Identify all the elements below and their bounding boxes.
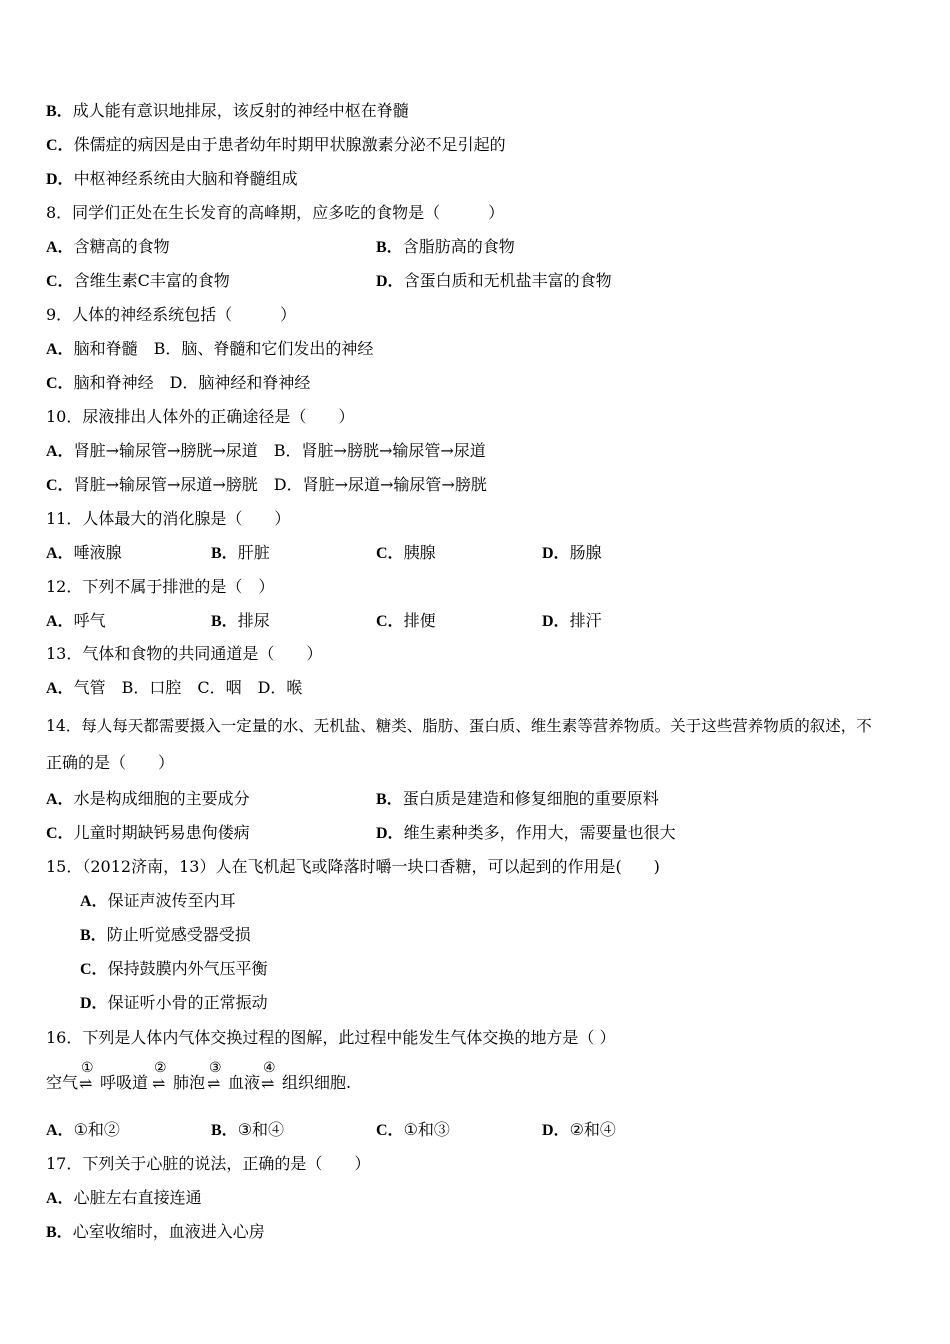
term-airway: 呼吸道	[100, 1073, 149, 1092]
q9-stem: 9．人体的神经系统包括（ ）	[46, 305, 297, 324]
q12-option-c: C．排便	[376, 611, 436, 630]
reversible-arrow-1: ⇌	[79, 1074, 93, 1093]
q11-option-a: A．唾液腺	[46, 543, 122, 562]
q13-options: A．气管 B．口腔 C．咽 D．喉	[46, 678, 303, 697]
q7-option-d: D．中枢神经系统由大脑和脊髓组成	[46, 169, 298, 188]
q11-option-d: D．肠腺	[542, 543, 602, 562]
q7-option-b: B．成人能有意识地排尿，该反射的神经中枢在脊髓	[46, 101, 409, 120]
q8-option-a: A．含糖高的食物	[46, 237, 170, 256]
q17-stem: 17．下列关于心脏的说法，正确的是（ ）	[46, 1154, 371, 1173]
q16-option-c: C．①和③	[376, 1120, 450, 1139]
q8-option-c: C．含维生素C丰富的食物	[46, 271, 230, 290]
q15-stem: 15．（2012济南，13）人在飞机起飞或降落时嚼一块口香糖，可以起到的作用是( )	[46, 857, 660, 876]
q14-option-b: B．蛋白质是建造和修复细胞的重要原料	[376, 789, 659, 808]
q14-option-d: D．维生素种类多，作用大，需要量也很大	[376, 823, 676, 842]
q8-option-b: B．含脂肪高的食物	[376, 237, 515, 256]
term-blood: 血液	[228, 1073, 261, 1092]
q10-stem: 10．尿液排出人体外的正确途径是（ ）	[46, 407, 355, 426]
q14-option-c: C．儿童时期缺钙易患佝偻病	[46, 823, 250, 842]
term-tissue-cells: 组织细胞.	[282, 1073, 352, 1092]
q10-options-cd: C．肾脏→输尿管→尿道→膀胱 D．肾脏→尿道→输尿管→膀胱	[46, 475, 487, 494]
q16-option-a: A．①和②	[46, 1120, 120, 1139]
gas-exchange-diagram	[46, 1060, 446, 1100]
q13-stem: 13．气体和食物的共同通道是（ ）	[46, 644, 323, 663]
q12-stem: 12．下列不属于排泄的是（ ）	[46, 577, 275, 596]
q10-options-ab: A．肾脏→输尿管→膀胱→尿道 B．肾脏→膀胱→输尿管→尿道	[46, 441, 486, 460]
q17-option-b: B．心室收缩时，血液进入心房	[46, 1222, 265, 1241]
q16-option-d: D．②和④	[542, 1120, 616, 1139]
q11-option-b: B．肝脏	[211, 543, 270, 562]
term-alveoli: 肺泡	[173, 1073, 206, 1092]
reversible-arrow-3: ⇌	[207, 1074, 221, 1093]
step-2-label: ②	[154, 1060, 167, 1076]
q9-options-ab: A．脑和脊髓 B．脑、脊髓和它们发出的神经	[46, 339, 374, 358]
q9-options-cd: C．脑和脊神经 D．脑神经和脊神经	[46, 373, 311, 392]
q16-stem: 16．下列是人体内气体交换过程的图解，此过程中能发生气体交换的地方是（ ）	[46, 1028, 616, 1047]
q7-option-c: C．侏儒症的病因是由于患者幼年时期甲状腺激素分泌不足引起的	[46, 135, 506, 154]
step-1-label: ①	[81, 1060, 94, 1076]
reversible-arrow-2: ⇌	[152, 1074, 166, 1093]
q14-stem-line2: 正确的是（ ）	[46, 753, 175, 772]
q14-stem-line1: 14．每人每天都需要摄入一定量的水、无机盐、糖类、脂肪、蛋白质、维生素等营养物质。关于这些营养物质的叙述，不	[46, 717, 872, 735]
term-air: 空气	[46, 1073, 79, 1092]
q11-option-c: C．胰腺	[376, 543, 436, 562]
q17-option-a: A．心脏左右直接连通	[46, 1188, 202, 1207]
q12-option-a: A．呼气	[46, 611, 106, 630]
step-3-label: ③	[209, 1060, 222, 1076]
q15-option-c: C．保持鼓膜内外气压平衡	[80, 959, 268, 978]
q8-stem: 8．同学们正处在生长发育的高峰期，应多吃的食物是（ ）	[46, 203, 505, 222]
q16-option-b: B．③和④	[211, 1120, 285, 1139]
step-4-label: ④	[263, 1060, 276, 1076]
q15-option-d: D．保证听小骨的正常振动	[80, 993, 268, 1012]
q11-stem: 11．人体最大的消化腺是（ ）	[46, 509, 291, 528]
q12-option-d: D．排汗	[542, 611, 602, 630]
q15-option-a: A．保证声波传至内耳	[80, 891, 236, 910]
reversible-arrow-4: ⇌	[261, 1074, 275, 1093]
q12-option-b: B．排尿	[211, 611, 270, 630]
q8-option-d: D．含蛋白质和无机盐丰富的食物	[376, 271, 612, 290]
q14-option-a: A．水是构成细胞的主要成分	[46, 789, 250, 808]
q15-option-b: B．防止听觉感受器受损	[80, 925, 251, 944]
